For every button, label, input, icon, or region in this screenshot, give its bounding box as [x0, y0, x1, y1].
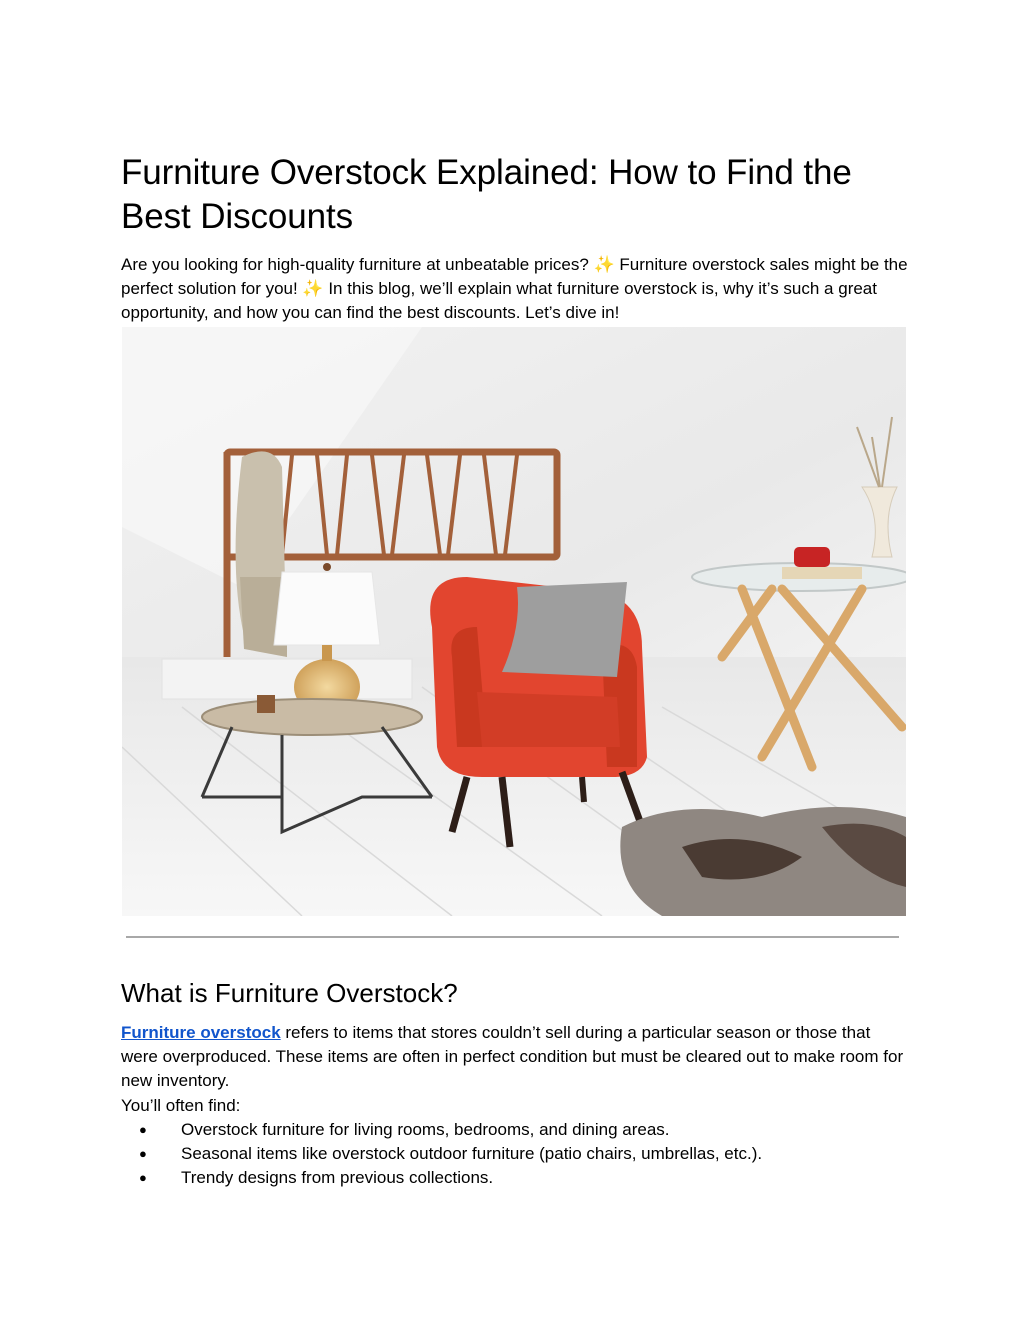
lamp-shade [274, 572, 380, 645]
horizontal-divider [126, 936, 899, 938]
article-title: Furniture Overstock Explained: How to Find the Best Discounts [121, 153, 852, 236]
bullet-icon: ● [139, 1146, 147, 1161]
bullet-icon: ● [139, 1170, 147, 1185]
hero-image-living-room [122, 327, 906, 916]
coffee-table-top [202, 699, 422, 735]
paragraph-text: refers to items that stores couldn’t sell during a particular season or those that were overproduced. These items are often in perfect condition but must be cleared out to make room for new inventory. [121, 1023, 904, 1090]
list-item [121, 1118, 762, 1142]
platform [162, 659, 412, 699]
list-item-text: Trendy designs from previous collections. [181, 1168, 494, 1187]
bullet-list [121, 1118, 762, 1190]
list-item-text: Seasonal items like overstock outdoor furniture (patio chairs, umbrellas, etc.). [181, 1144, 763, 1163]
list-item [121, 1166, 762, 1190]
bullet-icon: ● [139, 1122, 147, 1137]
furniture-overstock-link[interactable]: Furniture overstock [121, 1023, 281, 1042]
section-heading: What is Furniture Overstock? [121, 978, 458, 1008]
intro-paragraph: Are you looking for high-quality furniture at unbeatable prices? ✨ Furniture overstock sales might be the perfect solution for you! ✨ In this blog, we’ll explain what furniture overstock is, why it’s such a great opportunity, and how you can find the best discounts. Let’s dive in! [121, 255, 908, 322]
list-intro: You’ll often find: [121, 1096, 241, 1115]
list-item-text: Overstock furniture for living rooms, bedrooms, and dining areas. [181, 1120, 670, 1139]
list-item [121, 1142, 762, 1166]
section-paragraph [121, 1021, 911, 1093]
